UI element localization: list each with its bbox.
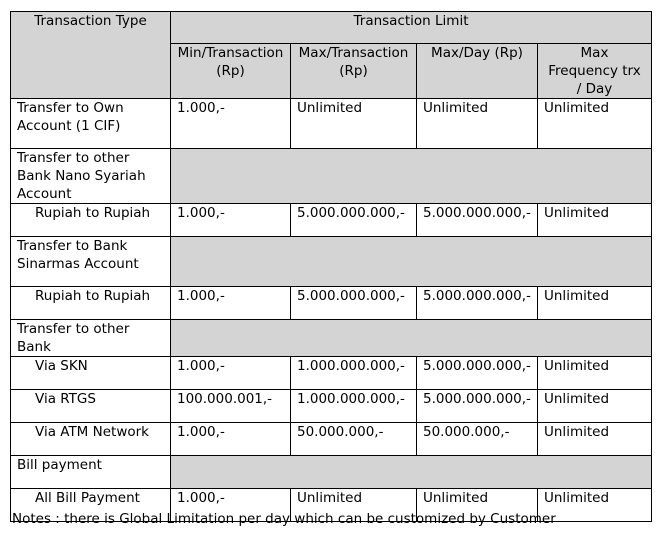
section-filler bbox=[171, 237, 652, 287]
section-label: Bill payment bbox=[11, 456, 171, 489]
row-frequency-value: Unlimited bbox=[538, 390, 652, 423]
row-max-value: 50.000.000,- bbox=[291, 423, 417, 456]
row-max-day-value: 5.000.000.000,- bbox=[417, 357, 538, 390]
row-min-value: 1.000,- bbox=[171, 489, 291, 522]
row-min-value: 1.000,- bbox=[171, 423, 291, 456]
table-section-row bbox=[11, 320, 652, 357]
row-frequency-value: Unlimited bbox=[538, 99, 652, 149]
header-max-frequency: Max Frequency trx / Day bbox=[538, 44, 652, 99]
section-filler bbox=[171, 320, 652, 357]
row-max-value: 1.000.000.000,- bbox=[291, 390, 417, 423]
row-max-value: 5.000.000.000,- bbox=[291, 287, 417, 320]
row-transaction-type: Rupiah to Rupiah bbox=[11, 204, 171, 237]
row-frequency-value: Unlimited bbox=[538, 357, 652, 390]
section-filler bbox=[171, 456, 652, 489]
notes-text: Notes : there is Global Limitation per day which can be customized by Customer bbox=[12, 511, 556, 527]
row-transaction-type: Via RTGS bbox=[11, 390, 171, 423]
section-label: Transfer to other Bank Nano Syariah Account bbox=[11, 149, 171, 204]
row-transaction-type: Rupiah to Rupiah bbox=[11, 287, 171, 320]
header-max-day: Max/Day (Rp) bbox=[417, 44, 538, 99]
row-min-value: 100.000.001,- bbox=[171, 390, 291, 423]
row-max-value: Unlimited bbox=[291, 99, 417, 149]
row-max-day-value: 5.000.000.000,- bbox=[417, 204, 538, 237]
row-max-day-value: 50.000.000,- bbox=[417, 423, 538, 456]
row-frequency-value: Unlimited bbox=[538, 287, 652, 320]
table-row bbox=[11, 390, 652, 423]
row-max-day-value: Unlimited bbox=[417, 99, 538, 149]
table-section-row bbox=[11, 237, 652, 287]
table-row bbox=[11, 204, 652, 237]
table-header-row bbox=[11, 12, 652, 44]
header-transaction-type: Transaction Type bbox=[11, 12, 171, 99]
row-min-value: 1.000,- bbox=[171, 357, 291, 390]
row-max-value: Unlimited bbox=[291, 489, 417, 522]
table-row bbox=[11, 287, 652, 320]
table-section-row bbox=[11, 149, 652, 204]
header-min-transaction: Min/Transaction (Rp) bbox=[171, 44, 291, 99]
section-label: Transfer to Bank Sinarmas Account bbox=[11, 237, 171, 287]
transaction-limit-table bbox=[10, 11, 652, 522]
row-min-value: 1.000,- bbox=[171, 287, 291, 320]
row-transaction-type: Via ATM Network bbox=[11, 423, 171, 456]
row-transaction-type: All Bill Payment bbox=[11, 489, 171, 522]
row-max-day-value: Unlimited bbox=[417, 489, 538, 522]
section-label: Transfer to other Bank bbox=[11, 320, 171, 357]
row-max-value: 5.000.000.000,- bbox=[291, 204, 417, 237]
table-row bbox=[11, 423, 652, 456]
row-max-day-value: 5.000.000.000,- bbox=[417, 287, 538, 320]
row-frequency-value: Unlimited bbox=[538, 423, 652, 456]
table-section-row bbox=[11, 456, 652, 489]
row-transaction-type: Via SKN bbox=[11, 357, 171, 390]
table-row bbox=[11, 99, 652, 149]
section-filler bbox=[171, 149, 652, 204]
row-max-day-value: 5.000.000.000,- bbox=[417, 390, 538, 423]
header-transaction-limit: Transaction Limit bbox=[171, 12, 652, 44]
row-transaction-type: Transfer to Own Account (1 CIF) bbox=[11, 99, 171, 149]
row-frequency-value: Unlimited bbox=[538, 489, 652, 522]
table-row bbox=[11, 357, 652, 390]
header-max-transaction: Max/Transaction (Rp) bbox=[291, 44, 417, 99]
row-frequency-value: Unlimited bbox=[538, 204, 652, 237]
row-max-value: 1.000.000.000,- bbox=[291, 357, 417, 390]
row-min-value: 1.000,- bbox=[171, 204, 291, 237]
row-min-value: 1.000,- bbox=[171, 99, 291, 149]
